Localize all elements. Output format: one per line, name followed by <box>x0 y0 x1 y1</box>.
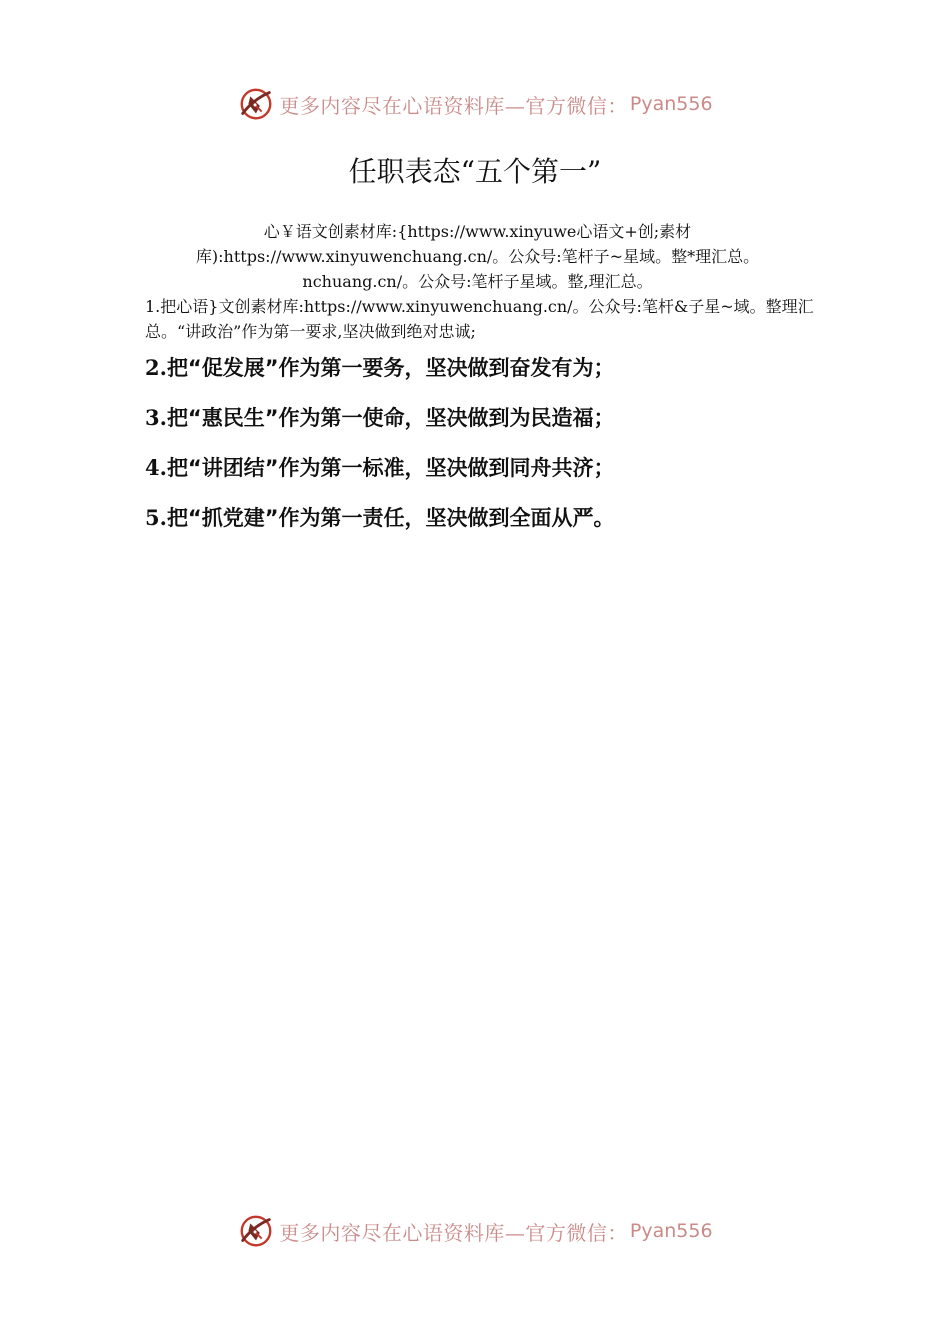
list-item-1: 1.把心语}文创素材库:https://www.xinyuwenchuang.cn/。公众号:笔杆&子星~域。整理汇总。“讲政治”作为第一要求,坚决做到绝对忠诚; <box>145 297 814 341</box>
banner-text: 更多内容尽在心语资料库—官方微信： <box>279 1220 628 1245</box>
header-banner <box>0 82 950 126</box>
banner-wechat-id: Pyan556 <box>629 93 713 115</box>
banner-text: 更多内容尽在心语资料库—官方微信： <box>279 93 628 118</box>
list-item-5 <box>145 503 825 533</box>
pen-nib-logo-icon <box>237 85 275 123</box>
banner-wechat-id: Pyan556 <box>629 1220 713 1242</box>
item-number: 4. <box>145 455 167 480</box>
list-item-4 <box>145 453 825 483</box>
footer-banner <box>0 1209 950 1253</box>
page-title: 任职表态“五个第一” <box>348 155 602 188</box>
item-number: 2. <box>145 355 167 380</box>
intro-paragraph: 心￥语文创素材库:{https://www.xinyuwe心语文+创;素材库):https://www.xinyuwenchuang.cn/。公众号:笔杆子~星域。整*理汇总。nchuang.cn/。公众号:笔杆子星域。整,理汇总。 <box>195 222 760 291</box>
pen-nib-logo-icon <box>237 1212 275 1250</box>
item-text: 把“讲团结”作为第一标准，坚决做到同舟共济； <box>166 456 615 480</box>
item-text: 把“促发展”作为第一要务，坚决做到奋发有为； <box>166 356 615 380</box>
list-item-2 <box>145 353 825 383</box>
item-text: 把“惠民生”作为第一使命，坚决做到为民造福； <box>166 406 615 430</box>
item-number: 5. <box>145 505 167 530</box>
list-item-3 <box>145 403 825 433</box>
item-text: 把“抓党建”作为第一责任，坚决做到全面从严。 <box>166 506 615 530</box>
item-number: 3. <box>145 405 167 430</box>
